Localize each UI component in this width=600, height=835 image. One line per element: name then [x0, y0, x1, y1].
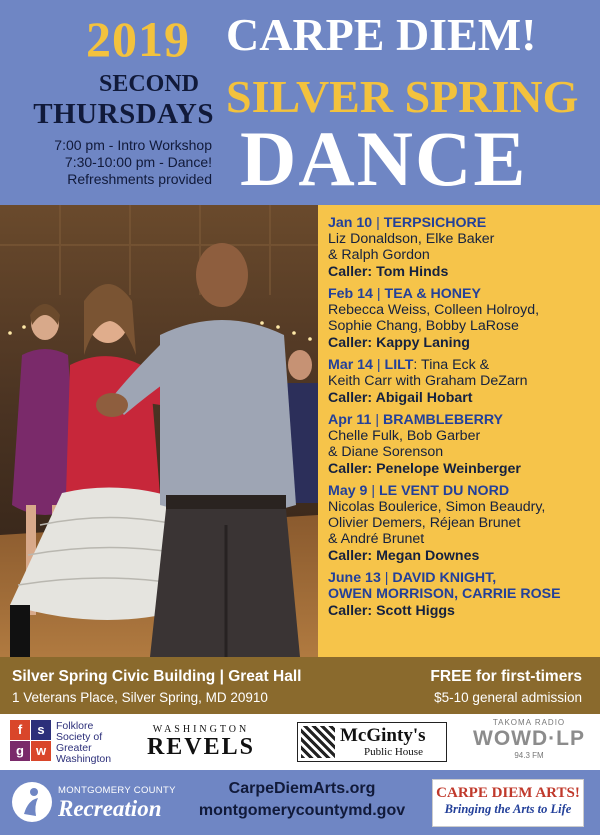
event-heading: Mar 14 | LILT: Tina Eck &	[328, 357, 490, 373]
link-carpediemarts[interactable]: CarpeDiemArts.org	[228, 780, 376, 797]
band-name: DAVID KNIGHT,	[392, 570, 497, 586]
event-jan	[328, 215, 600, 281]
event-apr	[328, 412, 600, 478]
event-mar	[328, 357, 600, 407]
refreshments-note: Refreshments provided	[67, 171, 212, 187]
footer	[0, 770, 600, 835]
event-date: Apr 11	[328, 412, 372, 428]
time-workshop: 7:00 pm - Intro Workshop	[54, 137, 212, 153]
musicians: Chelle Fulk, Bob Garber & Diane Sorenson	[328, 428, 481, 460]
band-name-line2: OWEN MORRISON, CARRIE ROSE	[328, 586, 561, 602]
event-feb	[328, 286, 600, 352]
event-year: 2019	[86, 11, 190, 67]
mcgintys-logo: McGinty's Public House	[297, 722, 447, 762]
free-first-timers: FREE for first-timers	[430, 668, 582, 685]
event-may	[328, 483, 600, 565]
day-line-second: SECOND	[98, 71, 200, 97]
wowd-radio-logo: TAKOMA RADIO WOWD·LP 94.3 FM	[473, 718, 585, 760]
event-heading: Apr 11 | BRAMBLEBERRY	[328, 412, 504, 428]
caller: Caller: Abigail Hobart	[328, 390, 473, 406]
admission-price: $5-10 general admission	[434, 690, 582, 705]
band-name: LILT	[384, 357, 414, 373]
washington-revels-logo: WASHINGTON REVELS	[146, 724, 256, 760]
band-name: TEA & HONEY	[384, 286, 481, 302]
caller: Caller: Scott Higgs	[328, 603, 455, 619]
event-times	[0, 137, 212, 188]
event-heading: June 13 | DAVID KNIGHT,	[328, 570, 497, 586]
event-date: May 9	[328, 483, 368, 499]
musicians: Keith Carr with Graham DeZarn	[328, 373, 528, 389]
venue-name: Silver Spring Civic Building | Great Hall	[12, 668, 302, 685]
event-heading: May 9 | LE VENT DU NORD	[328, 483, 510, 499]
time-dance: 7:30-10:00 pm - Dance!	[64, 154, 212, 170]
title-dance: DANCE	[240, 115, 528, 202]
band-name: LE VENT DU NORD	[379, 483, 510, 499]
event-date: Feb 14	[328, 286, 373, 302]
band-suffix: : Tina Eck &	[413, 357, 490, 373]
website-links	[196, 778, 408, 822]
caller: Caller: Penelope Weinberger	[328, 461, 521, 477]
event-june	[328, 570, 600, 620]
musicians: Nicolas Boulerice, Simon Beaudry, Olivier Demers, Réjean Brunet & André Brunet	[328, 499, 546, 547]
event-date: June 13	[328, 570, 381, 586]
title-carpe-diem: CARPE DIEM!	[226, 9, 537, 60]
event-date: Mar 14	[328, 357, 373, 373]
title-silver-spring: SILVER SPRING	[226, 71, 579, 122]
celtic-knot-icon	[301, 726, 335, 758]
event-date: Jan 10	[328, 215, 373, 231]
link-montgomerycounty[interactable]: montgomerycountymd.gov	[198, 802, 406, 819]
band-name: BRAMBLEBERRY	[382, 412, 504, 428]
band-name: TERPSICHORE	[383, 215, 487, 231]
musicians: Rebecca Weiss, Colleen Holroyd, Sophie Chang, Bobby LaRose	[328, 302, 540, 334]
montgomery-county-recreation-logo: MONTGOMERY COUNTY Recreation	[12, 778, 182, 828]
caller: Caller: Tom Hinds	[328, 264, 449, 280]
dancers-photo	[0, 205, 318, 657]
venue-bar	[0, 657, 600, 714]
venue-address: 1 Veterans Place, Silver Spring, MD 20910	[12, 690, 268, 705]
carpe-diem-arts-logo: CARPE DIEM ARTS! Bringing the Arts to Life	[432, 779, 584, 827]
caller: Caller: Megan Downes	[328, 548, 480, 564]
caller: Caller: Kappy Laning	[328, 335, 470, 351]
header	[0, 0, 600, 205]
fsgw-name: Folklore Society of Greater Washington	[56, 720, 112, 765]
day-line-thursdays: THURSDAYS	[33, 98, 214, 130]
musicians: Liz Donaldson, Elke Baker & Ralph Gordon	[328, 231, 495, 263]
recreation-figure-icon	[12, 782, 52, 822]
sponsor-logos: f s g w Folklore Society of Greater Washington WASHINGTON REVELS McGinty's Public House TAKOMA RADIO WOWD·LP 94.3 FM	[0, 714, 600, 770]
dance-schedule	[318, 205, 600, 657]
event-heading: Jan 10 | TERPSICHORE	[328, 215, 487, 231]
event-heading: Feb 14 | TEA & HONEY	[328, 286, 481, 302]
